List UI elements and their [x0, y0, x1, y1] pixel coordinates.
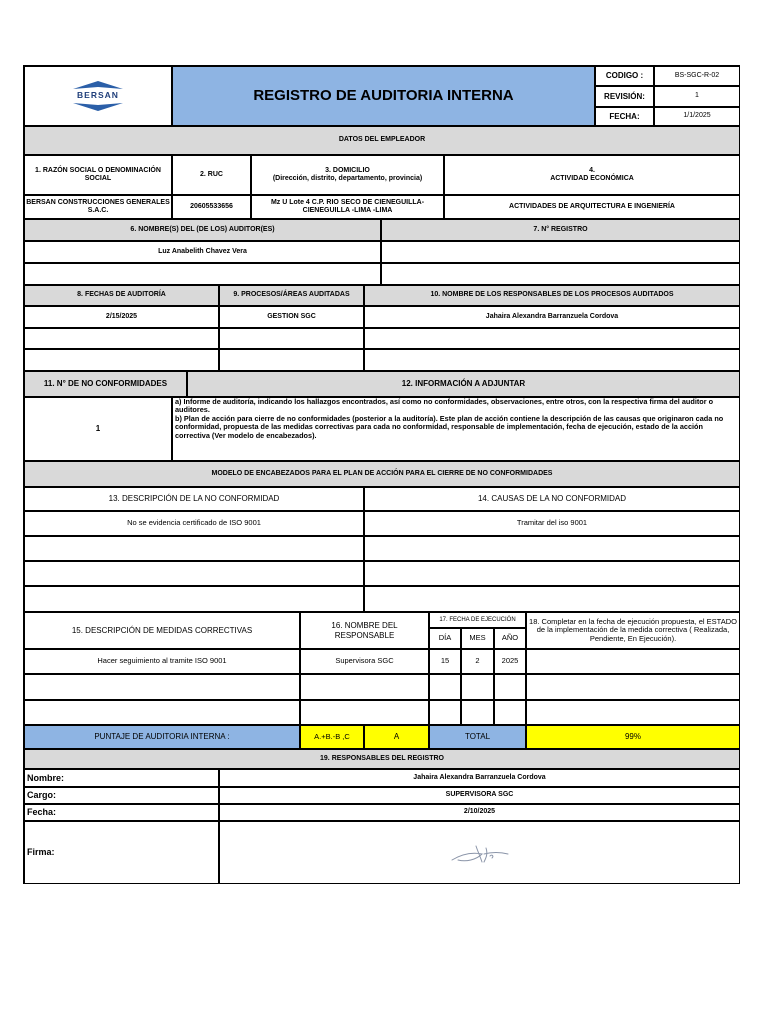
empty-cell	[526, 674, 740, 700]
auditores-label: 6. NOMBRE(S) DEL (DE LOS) AUDITOR(ES)	[24, 219, 381, 241]
razon-social-value: BERSAN CONSTRUCCIONES GENERALES S.A.C.	[24, 195, 172, 219]
empty-cell	[24, 536, 364, 561]
nombre-label: Nombre:	[24, 769, 219, 787]
fechas-auditoria-label: 8. FECHAS DE AUDITORÍA	[24, 285, 219, 306]
empty-cell	[494, 674, 526, 700]
auditor-name-value: Luz Anabelith Chavez Vera	[24, 241, 381, 263]
dia-value: 15	[429, 649, 461, 674]
audit-form	[23, 65, 740, 884]
firma-box	[219, 821, 740, 884]
empty-cell	[364, 328, 740, 349]
empty-cell	[364, 349, 740, 371]
info-item-b: b) Plan de acción para cierre de no conformidades (posterior a la auditoría). Este plan de acción contiene la descripción de las causas que originaron cada no conformidad, propuesta de las medidas correctivas para cada no conformidad, responsable de implementación, fecha de ejecución, estado de la acción correctiva (Ver modelo de encabezados).	[175, 413, 724, 440]
anio-value: 2025	[494, 649, 526, 674]
puntaje-scale: A.+B.-B ,C	[300, 725, 364, 749]
nc-count-label: 11. N° DE NO CONFORMIDADES	[24, 371, 187, 397]
estado-label: 18. Completar en la fecha de ejecución propuesta, el ESTADO de la implementación de la medida correctiva ( Realizada, Pendiente, En Ejecución).	[526, 612, 740, 649]
page-title: REGISTRO DE AUDITORIA INTERNA	[172, 66, 595, 126]
info-adjuntar-value	[172, 397, 740, 461]
auditor-name-empty	[24, 263, 381, 285]
ruc-value: 20605533656	[172, 195, 251, 219]
responsable-medida-label: 16. NOMBRE DEL RESPONSABLE	[300, 612, 429, 649]
medida-value: Hacer seguimiento al tramite ISO 9001	[24, 649, 300, 674]
responsables-procesos-label: 10. NOMBRE DE LOS RESPONSABLES DE LOS PROCESOS AUDITADOS	[364, 285, 740, 306]
empty-cell	[300, 700, 429, 725]
empty-cell	[300, 674, 429, 700]
registro-section-title: 19. RESPONSABLES DEL REGISTRO	[24, 749, 740, 769]
empty-cell	[219, 328, 364, 349]
mes-label: MES	[461, 628, 494, 649]
actividad-value: ACTIVIDADES DE ARQUITECTURA E INGENIERÍA	[444, 195, 740, 219]
empty-cell	[24, 561, 364, 586]
cargo-value: SUPERVISORA SGC	[219, 787, 740, 804]
actividad-label-sub: ACTIVIDAD ECONÓMICA	[550, 175, 634, 182]
empty-cell	[364, 561, 740, 586]
puntaje-grade: A	[364, 725, 429, 749]
empty-cell	[219, 349, 364, 371]
nc-count-value: 1	[24, 397, 172, 461]
fecha-label: FECHA:	[595, 107, 654, 126]
empty-cell	[24, 586, 364, 612]
razon-social-label: 1. RAZÓN SOCIAL O DENOMINACIÓN SOCIAL	[24, 155, 172, 195]
fecha-registro-label: Fecha:	[24, 804, 219, 821]
anio-label: AÑO	[494, 628, 526, 649]
registro-value-empty-2	[381, 263, 740, 285]
domicilio-label-sub: (Dirección, distrito, departamento, provincia)	[272, 175, 423, 182]
fecha-value: 1/1/2025	[654, 107, 740, 126]
puntaje-label: PUNTAJE DE AUDITORIA INTERNA :	[24, 725, 300, 749]
empty-cell	[364, 536, 740, 561]
domicilio-label	[251, 155, 444, 195]
procesos-label: 9. PROCESOS/ÁREAS AUDITADAS	[219, 285, 364, 306]
empty-cell	[429, 674, 461, 700]
desc-nc-value: No se evidencia certificado de ISO 9001	[24, 511, 364, 536]
responsable-medida-value: Supervisora SGC	[300, 649, 429, 674]
causas-nc-value: Tramitar del iso 9001	[364, 511, 740, 536]
causas-nc-label: 14. CAUSAS DE LA NO CONFORMIDAD	[364, 487, 740, 511]
domicilio-value: Mz U Lote 4 C.P. RIO SECO DE CIENEGUILLA-CIENEGUILLA -LIMA -LIMA	[251, 195, 444, 219]
domicilio-label-main: 3. DOMICILIO	[325, 166, 370, 174]
empty-cell	[364, 586, 740, 612]
registro-label: 7. N° REGISTRO	[381, 219, 740, 241]
cargo-label: Cargo:	[24, 787, 219, 804]
empty-cell	[429, 700, 461, 725]
mes-value: 2	[461, 649, 494, 674]
total-label: TOTAL	[429, 725, 526, 749]
empty-cell	[494, 700, 526, 725]
revision-label: REVISIÓN:	[595, 86, 654, 107]
modelo-section-title: MODELO DE ENCABEZADOS PARA EL PLAN DE ACCIÓN PARA EL CIERRE DE NO CONFORMIDADES	[24, 461, 740, 487]
dia-label: DÍA	[429, 628, 461, 649]
codigo-label: CODIGO :	[595, 66, 654, 86]
fecha-registro-value: 2/10/2025	[219, 804, 740, 821]
revision-value: 1	[654, 86, 740, 107]
total-value: 99%	[526, 725, 740, 749]
signature-icon	[448, 840, 512, 866]
info-item-a: a) Informe de auditoría, indicando los hallazgos encontrados, así como no conformidades, observaciones, entre otros, con la respectiva firma del auditor o auditores.	[175, 397, 714, 415]
empty-cell	[24, 674, 300, 700]
empty-cell	[24, 349, 219, 371]
actividad-label-main: 4.	[589, 166, 595, 174]
actividad-label	[444, 155, 740, 195]
desc-nc-label: 13. DESCRIPCIÓN DE LA NO CONFORMIDAD	[24, 487, 364, 511]
empleador-section-title: DATOS DEL EMPLEADOR	[24, 126, 740, 155]
nombre-value: Jahaira Alexandra Barranzuela Cordova	[219, 769, 740, 787]
empty-cell	[526, 700, 740, 725]
estado-value-empty	[526, 649, 740, 674]
fecha-ejecucion-label: 17. FECHA DE EJECUCIÓN	[429, 612, 526, 628]
fecha-auditoria-value: 2/15/2025	[24, 306, 219, 328]
info-adjuntar-label: 12. INFORMACIÓN A ADJUNTAR	[187, 371, 740, 397]
company-logo	[24, 66, 172, 126]
firma-label: Firma:	[24, 821, 219, 884]
codigo-value: BS-SGC-R-02	[654, 66, 740, 86]
medidas-label: 15. DESCRIPCIÓN DE MEDIDAS CORRECTIVAS	[24, 612, 300, 649]
empty-cell	[461, 700, 494, 725]
ruc-label: 2. RUC	[172, 155, 251, 195]
proceso-value: GESTION SGC	[219, 306, 364, 328]
responsable-proceso-value: Jahaira Alexandra Barranzuela Cordova	[364, 306, 740, 328]
empty-cell	[24, 700, 300, 725]
empty-cell	[461, 674, 494, 700]
empty-cell	[24, 328, 219, 349]
registro-value-empty	[381, 241, 740, 263]
logo-text: BERSAN	[77, 90, 119, 100]
